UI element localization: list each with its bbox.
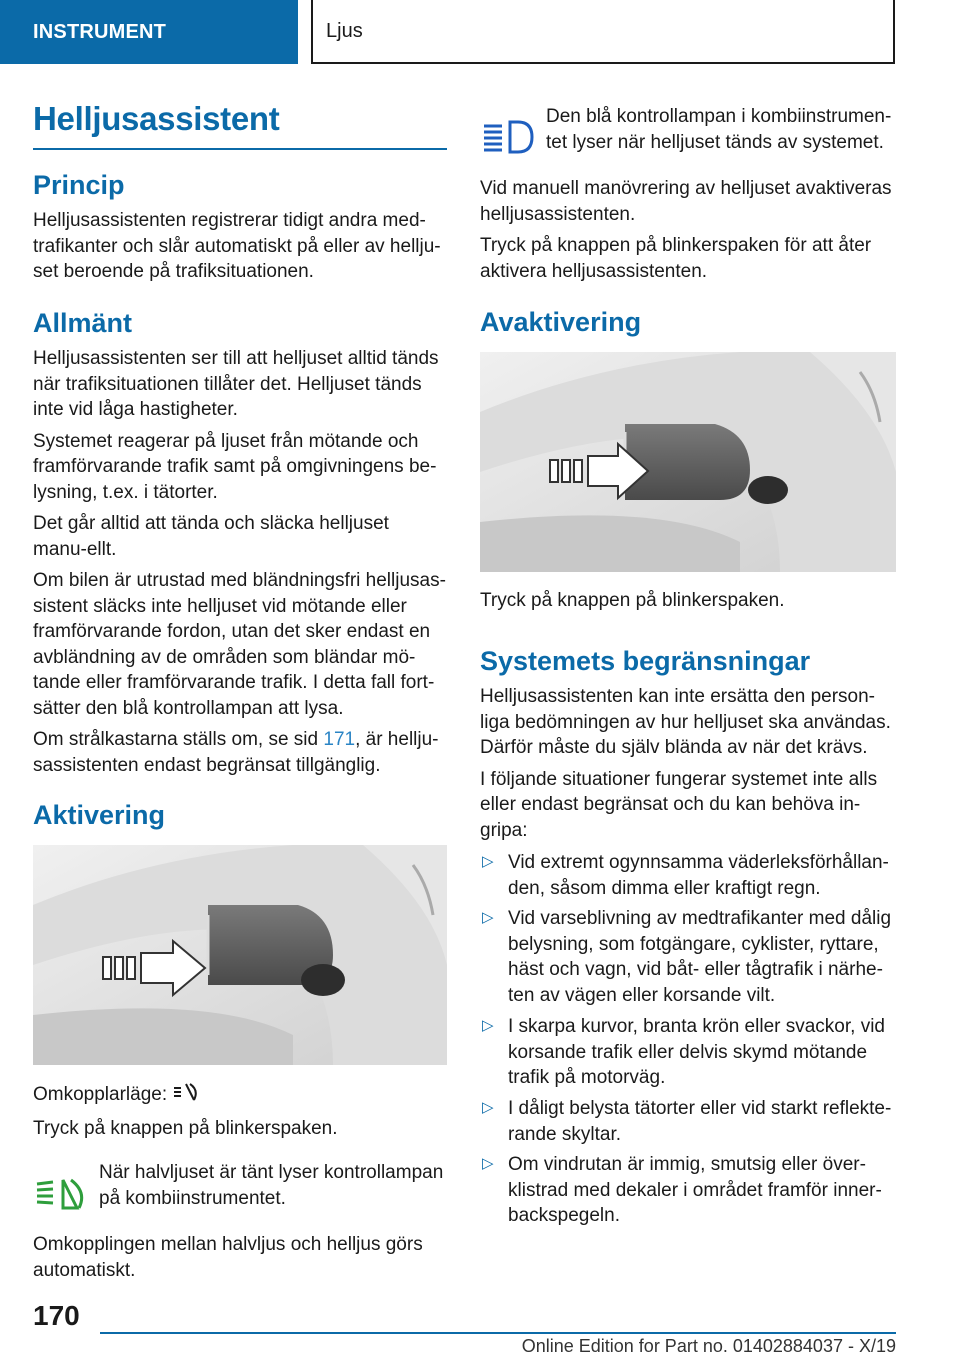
list-item: ▷ Vid varseblivning av medtrafikanter med dålig belysning, som fotgängare, cyklister, ryttare, häst och vagn, vid båt- eller tågtrafik i närhe-ten av vägen eller korsande vilt. [482, 908, 892, 1006]
triangle-bullet-icon: ▷ [482, 853, 494, 870]
heading-begransningar: Systemets begränsningar [480, 646, 811, 676]
header-section-label: INSTRUMENT [33, 20, 167, 43]
triangle-bullet-icon: ▷ [482, 909, 494, 926]
page-number: 170 [33, 1300, 80, 1331]
list-item: ▷ I dåligt belysta tätorter eller vid starkt reflekte-rande skyltar. [482, 1098, 892, 1145]
heading-avaktivering: Avaktivering [480, 307, 642, 337]
avaktivering-instruction: Tryck på knappen på blinkerspaken. [480, 590, 785, 611]
aktivering-instruction: Tryck på knappen på blinkerspaken. [33, 1117, 338, 1139]
right-p2: Tryck på knappen på blinkerspaken för att åter aktivera helljusassistenten. [480, 235, 872, 282]
heading-princip: Princip [33, 170, 125, 200]
page-title: Helljusassistent [33, 100, 280, 137]
princip-text: Helljusassistenten registrerar tidigt andra med-trafikanter och slår automatiskt på eller av hellju-set beroende på trafiksituationen. [33, 210, 441, 282]
triangle-bullet-icon: ▷ [482, 1155, 494, 1172]
stalk-photo-deactivation [480, 352, 896, 572]
high-beam-assistant-indicator-icon [35, 1172, 87, 1217]
allmant-p3: Det går alltid att tända och släcka helljuset manu-ellt. [33, 513, 389, 560]
aktivering-auto: Omkopplingen mellan halvljus och helljus görs automatiskt. [33, 1234, 423, 1281]
allmant-p2: Systemet reagerar på ljuset från mötande och framförvarande trafik samt på omgivningens be-lysning, t.ex. i tätorter. [33, 430, 437, 503]
list-item: ▷ I skarpa kurvor, branta krön eller svackor, vid korsande trafik eller delvis skymd mötande trafik på motorväg. [482, 1016, 885, 1088]
title-rule [33, 148, 447, 150]
triangle-bullet-icon: ▷ [482, 1017, 494, 1034]
allmant-p5: Om strålkastarna ställs om, se sid 171, är hellju-sassistenten endast begränsat tillgänglig. [33, 729, 439, 776]
allmant-p1: Helljusassistenten ser till att helljuset alltid tänds när trafiksituationen tillåter det. Helljuset tänds inte vid låga hastigheter. [33, 348, 439, 420]
list-item: ▷ Om vindrutan är immig, smutsig eller över-klistrad med dekaler i området framför inner-backspegeln. [482, 1154, 882, 1226]
right-p1: Vid manuell manövrering av helljuset avaktiveras helljusassistenten. [480, 178, 892, 225]
header-topic-label: Ljus [326, 19, 363, 42]
allmant-p4: Om bilen är utrustad med bländningsfri helljusas-sistent släcks inte helljuset vid mötande eller framförvarande fordon, utan det sker endast en avbländning av de områden som bländar mö-tande eller framförvarande trafik. I detta fall fort-sätter den blå kontrollampan att lysa. [33, 570, 446, 719]
heading-allmant: Allmänt [33, 308, 133, 338]
header-section-tab [0, 0, 298, 64]
switch-position-line [33, 1080, 447, 1110]
heading-aktivering: Aktivering [33, 800, 166, 830]
right-note: Den blå kontrollampan i kombiinstrumen-tet lyser när helljuset tänds av systemet. [546, 106, 892, 153]
footer-edition: Online Edition for Part no. 01402884037 - X/19 [521, 1336, 896, 1356]
high-beam-indicator-icon [482, 116, 534, 161]
header-topic-box [311, 0, 895, 64]
aktivering-note: När halvljuset är tänt lyser kontrollampan på kombiinstrumentet. [99, 1162, 444, 1209]
triangle-bullet-icon: ▷ [482, 1099, 494, 1116]
footer-rule [100, 1332, 896, 1334]
switch-position-label: Omkopplarläge: [33, 1083, 168, 1105]
begransningar-p1: Helljusassistenten kan inte ersätta den person-liga bedömningen av hur helljuset ska användas. Därför måste du själv blända av när det krävs. [480, 686, 891, 758]
turn-signal-stalk-illustration [480, 352, 896, 572]
page-ref-link[interactable]: 171 [323, 729, 356, 750]
list-item: ▷ Vid extremt ogynnsamma väderleksförhållan-den, såsom dimma eller kraftigt regn. [482, 852, 889, 899]
stalk-photo-activation [33, 845, 447, 1065]
begransningar-p2: I följande situationer fungerar systemet inte alls eller endast begränsat och du kan behöva in-gripa: [480, 768, 878, 841]
high-beam-assistant-icon [172, 1080, 200, 1110]
turn-signal-stalk-illustration [33, 845, 447, 1065]
